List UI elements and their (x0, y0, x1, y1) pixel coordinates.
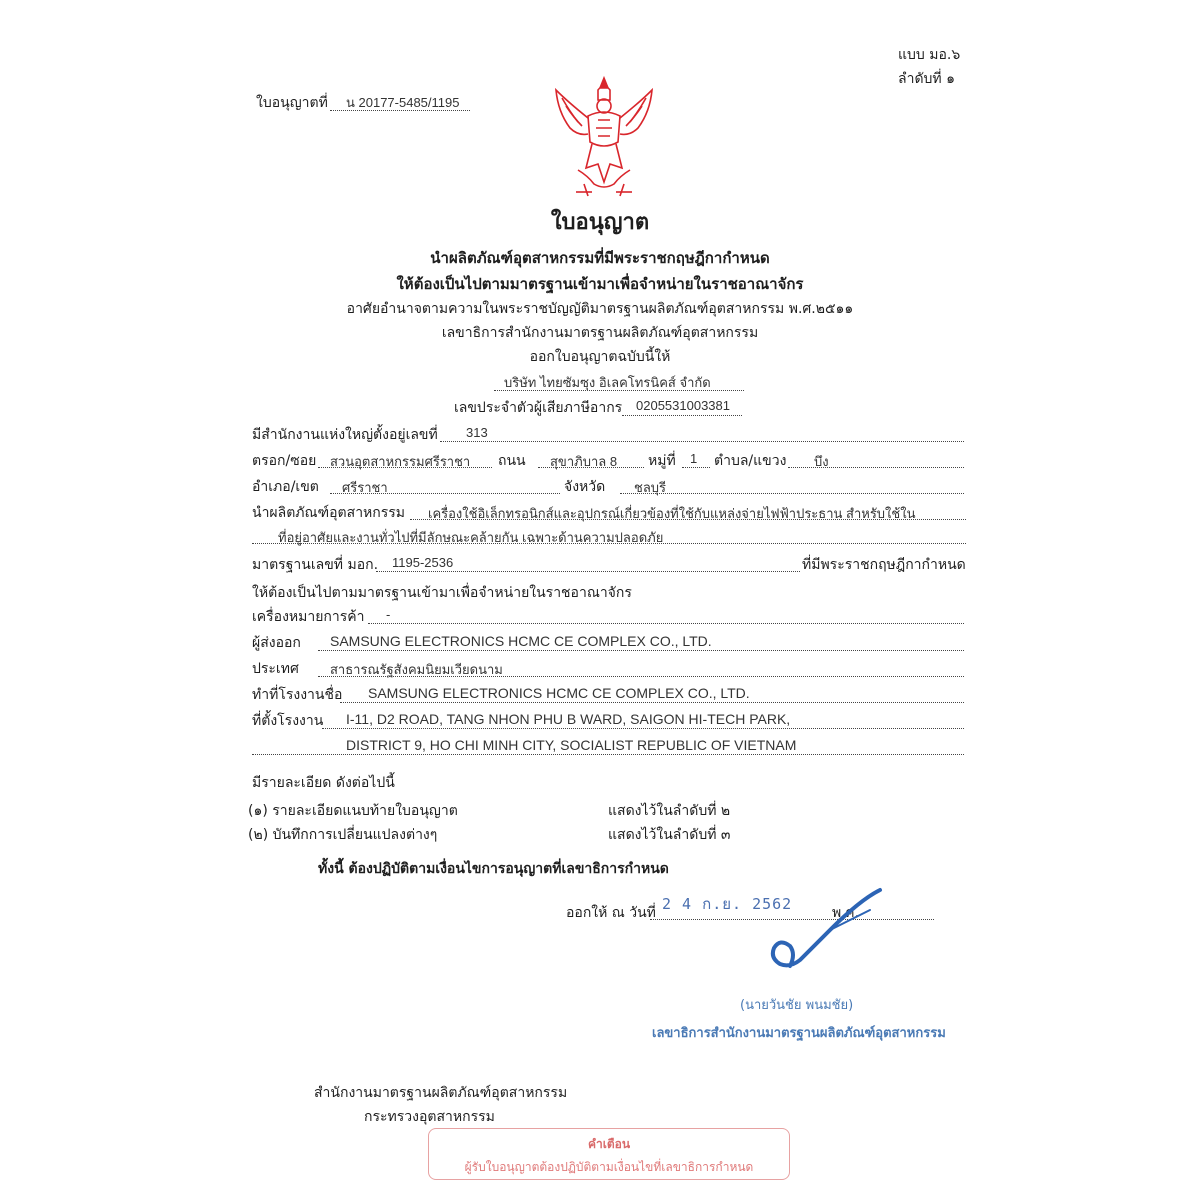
standard-label: มาตรฐานเลขที่ มอก. (252, 557, 379, 573)
soi-value: สวนอุตสาหกรรมศรีราชา (330, 454, 471, 469)
warning-box (428, 1128, 790, 1180)
tambon-label: ตำบล/แขวง (714, 453, 787, 469)
moo-value: 1 (690, 451, 698, 466)
tax-id-underline (622, 415, 742, 416)
amphoe-label: อำเภอ/เขต (252, 479, 319, 495)
permit-label: ใบอนุญาตที่ (256, 95, 328, 111)
document-title: ใบอนุญาต (550, 210, 650, 235)
factory-name: SAMSUNG ELECTRONICS HCMC CE COMPLEX CO., LTD. (368, 685, 750, 701)
hq-label: มีสำนักงานแห่งใหญ่ตั้งอยู่เลขที่ (252, 427, 438, 443)
exporter-underline (318, 650, 964, 651)
issue-date-label: ออกให้ ณ วันที่ (566, 905, 656, 921)
authority-line-1: อาศัยอำนาจตามความในพระราชบัญญัติมาตรฐานผลิตภัณฑ์อุตสาหกรรม พ.ศ.๒๕๑๑ (346, 301, 854, 317)
factory-location-underline-1 (322, 728, 964, 729)
details-item-1-ref: แสดงไว้ในลำดับที่ ๒ (608, 803, 731, 819)
product-underline-1 (410, 519, 966, 520)
tambon-underline (788, 467, 964, 468)
heading-line-1: นำผลิตภัณฑ์อุตสาหกรรมที่มีพระราชกฤษฎีกากำหนด (430, 249, 770, 267)
country-underline (318, 676, 964, 677)
exporter-value: SAMSUNG ELECTRONICS HCMC CE COMPLEX CO., LTD. (330, 633, 712, 649)
office-line-1: สำนักงานมาตรฐานผลิตภัณฑ์อุตสาหกรรม (314, 1085, 568, 1101)
factory-location-line-2: DISTRICT 9, HO CHI MINH CITY, SOCIALIST REPUBLIC OF VIETNAM (346, 737, 797, 753)
issue-era-label: พ.ศ. (832, 905, 860, 921)
handwritten-signature (760, 880, 890, 980)
road-value: สุขาภิบาล 8 (550, 454, 618, 469)
issue-date-stamp: 2 4 ก.ย. 2562 (662, 895, 793, 913)
details-intro: มีรายละเอียด ดังต่อไปนี้ (252, 775, 395, 791)
soi-label: ตรอก/ซอย (252, 453, 317, 469)
tax-id-value: 0205531003381 (636, 398, 730, 413)
factory-location-label: ที่ตั้งโรงงาน (252, 713, 324, 729)
standard-underline (376, 571, 800, 572)
factory-location-line-1: I-11, D2 ROAD, TANG NHON PHU B WARD, SAIGON HI-TECH PARK, (346, 711, 791, 727)
product-line-2: ที่อยู่อาศัยและงานทั่วไปที่มีลักษณะคล้ายกัน เฉพาะด้านความปลอดภัย (278, 530, 664, 545)
province-value: ชลบุรี (634, 480, 667, 495)
road-underline (538, 467, 644, 468)
trademark-label: เครื่องหมายการค้า (252, 609, 365, 625)
form-order: ลำดับที่ ๑ (898, 71, 955, 87)
country-label: ประเทศ (252, 661, 299, 677)
soi-underline (318, 467, 492, 468)
amphoe-value: ศรีราชา (342, 480, 388, 495)
signer-title: เลขาธิการสำนักงานมาตรฐานผลิตภัณฑ์อุตสาหกรรม (652, 1026, 946, 1041)
details-item-2-ref: แสดงไว้ในลำดับที่ ๓ (608, 827, 731, 843)
office-line-2: กระทรวงอุตสาหกรรม (364, 1109, 495, 1125)
factory-location-underline-2 (252, 754, 964, 755)
moo-underline (682, 467, 710, 468)
warning-text: ผู้รับใบอนุญาตต้องปฏิบัติตามเงื่อนไขที่เลขาธิการกำหนด (464, 1160, 754, 1174)
standard-number: 1195-2536 (392, 555, 454, 570)
tambon-value: บึง (814, 454, 829, 469)
signer-name: (นายวันชัย พนมชัย) (740, 998, 854, 1013)
country-value: สาธารณรัฐสังคมนิยมเวียดนาม (330, 662, 503, 677)
conform-text: ให้ต้องเป็นไปตามมาตรฐานเข้ามาเพื่อจำหน่ายในราชอาณาจักร (252, 585, 632, 601)
product-line-1: เครื่องใช้อิเล็กทรอนิกส์และอุปกรณ์เกี่ยวข้องที่ใช้กับแหล่งจ่ายไฟฟ้าประธาน สำหรับใช้ใน (428, 506, 916, 521)
trademark-underline (368, 623, 964, 624)
garuda-seal-icon (548, 72, 660, 202)
details-item-2: (๒) บันทึกการเปลี่ยนแปลงต่างๆ (248, 827, 438, 843)
hq-number: 313 (466, 425, 488, 440)
company-name: บริษัท ไทยซัมซุง อิเลคโทรนิคส์ จำกัด (504, 375, 711, 390)
road-label: ถนน (498, 453, 526, 469)
province-underline (620, 493, 964, 494)
permit-underline (330, 110, 470, 111)
authority-line-3: ออกใบอนุญาตฉบับนี้ให้ (529, 349, 671, 365)
authority-line-2: เลขาธิการสำนักงานมาตรฐานผลิตภัณฑ์อุตสาหกรรม (441, 325, 759, 341)
product-label: นำผลิตภัณฑ์อุตสาหกรรม (252, 505, 406, 521)
hq-underline (440, 441, 964, 442)
product-underline-2 (252, 543, 966, 544)
factory-label: ทำที่โรงงานชื่อ (252, 687, 343, 703)
amphoe-underline (330, 493, 560, 494)
details-item-1: (๑) รายละเอียดแนบท้ายใบอนุญาต (248, 803, 458, 819)
company-underline (494, 390, 744, 391)
exporter-label: ผู้ส่งออก (252, 635, 301, 651)
moo-label: หมู่ที่ (648, 453, 676, 469)
condition-text: ทั้งนี้ ต้องปฏิบัติตามเงื่อนไขการอนุญาตที่เลขาธิการกำหนด (318, 861, 669, 877)
tax-id-label: เลขประจำตัวผู้เสียภาษีอากร (454, 400, 623, 416)
heading-line-2: ให้ต้องเป็นไปตามมาตรฐานเข้ามาเพื่อจำหน่ายในราชอาณาจักร (396, 275, 804, 293)
province-label: จังหวัด (564, 479, 606, 495)
form-code: แบบ มอ.๖ (898, 47, 961, 63)
standard-suffix: ที่มีพระราชกฤษฎีกากำหนด (802, 557, 966, 573)
warning-title: คำเตือน (587, 1137, 631, 1151)
permit-number: น 20177-5485/1195 (346, 95, 460, 110)
trademark-value: - (386, 607, 391, 622)
factory-underline (340, 702, 964, 703)
